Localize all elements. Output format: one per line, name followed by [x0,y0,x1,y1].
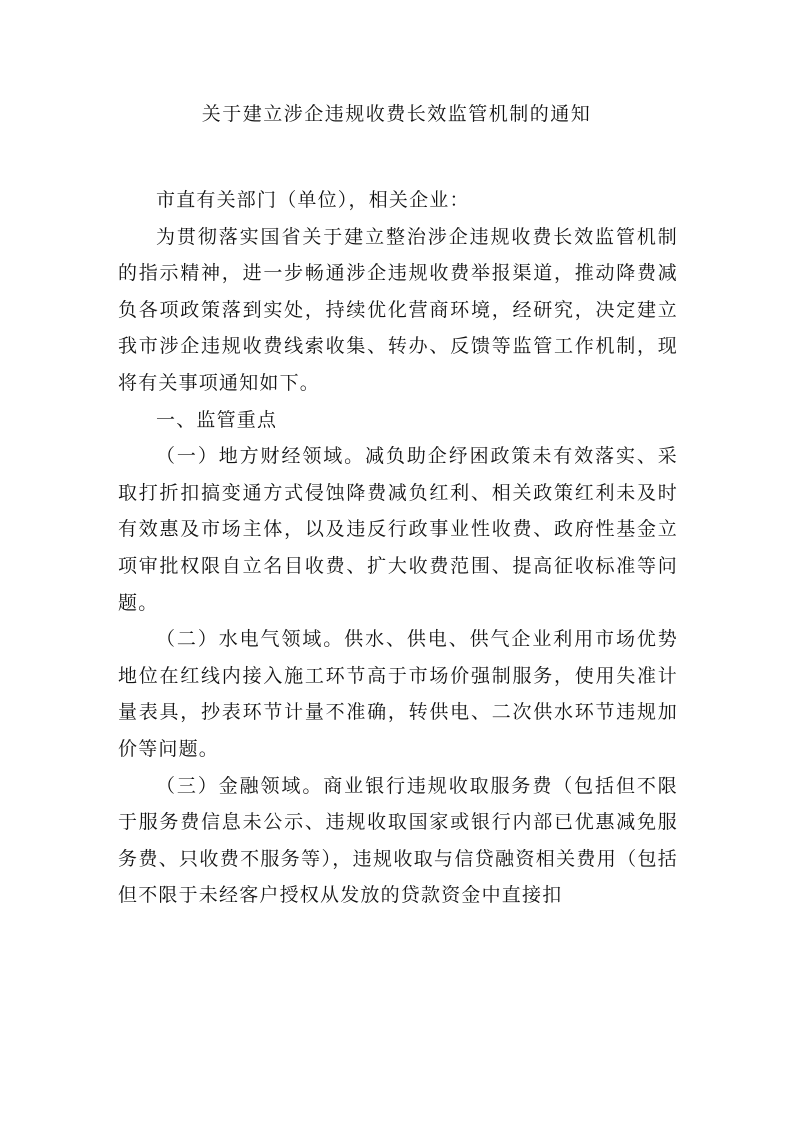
paragraph-finance-sector: （三）金融领域。商业银行违规收取服务费（包括但不限于服务费信息未公示、违规收取国家或银行内部已优惠减免服务费、只收费不服务等），违规收取与信贷融资相关费用（包括但不限于未经客户授权从发放的贷款资金中直接扣 [118,774,678,907]
document-title: 关于建立涉企违规收费长效监管机制的通知 [201,103,592,125]
paragraph-utilities: （二）水电气领域。供水、供电、供气企业利用市场优势地位在红线内接入施工环节高于市场价强制服务，使用失准计量表具，抄表环节计量不准确，转供电、二次供水环节违规加价等问题。 [118,628,678,760]
paragraph-local-finance: （一）地方财经领域。减负助企纾困政策未有效落实、采取打折扣搞变通方式侵蚀降费减负红利、相关政策红利未及时有效惠及市场主体，以及违反行政事业性收费、政府性基金立项审批权限自立名目收费、扩大收费范围、提高征收标准等问题。 [118,445,678,614]
section-heading-supervision-focus: 一、监管重点 [156,408,278,431]
document-body [118,182,678,914]
salutation: 市直有关部门（单位），相关企业： [156,189,470,211]
paragraph-intro: 为贯彻落实国省关于建立整治涉企违规收费长效监管机制的指示精神，进一步畅通涉企违规收费举报渠道，推动降费减负各项政策落到实处，持续优化营商环境，经研究，决定建立我市涉企违规收费线索收集、转办、反馈等监管工作机制，现将有关事项通知如下。 [118,225,678,394]
